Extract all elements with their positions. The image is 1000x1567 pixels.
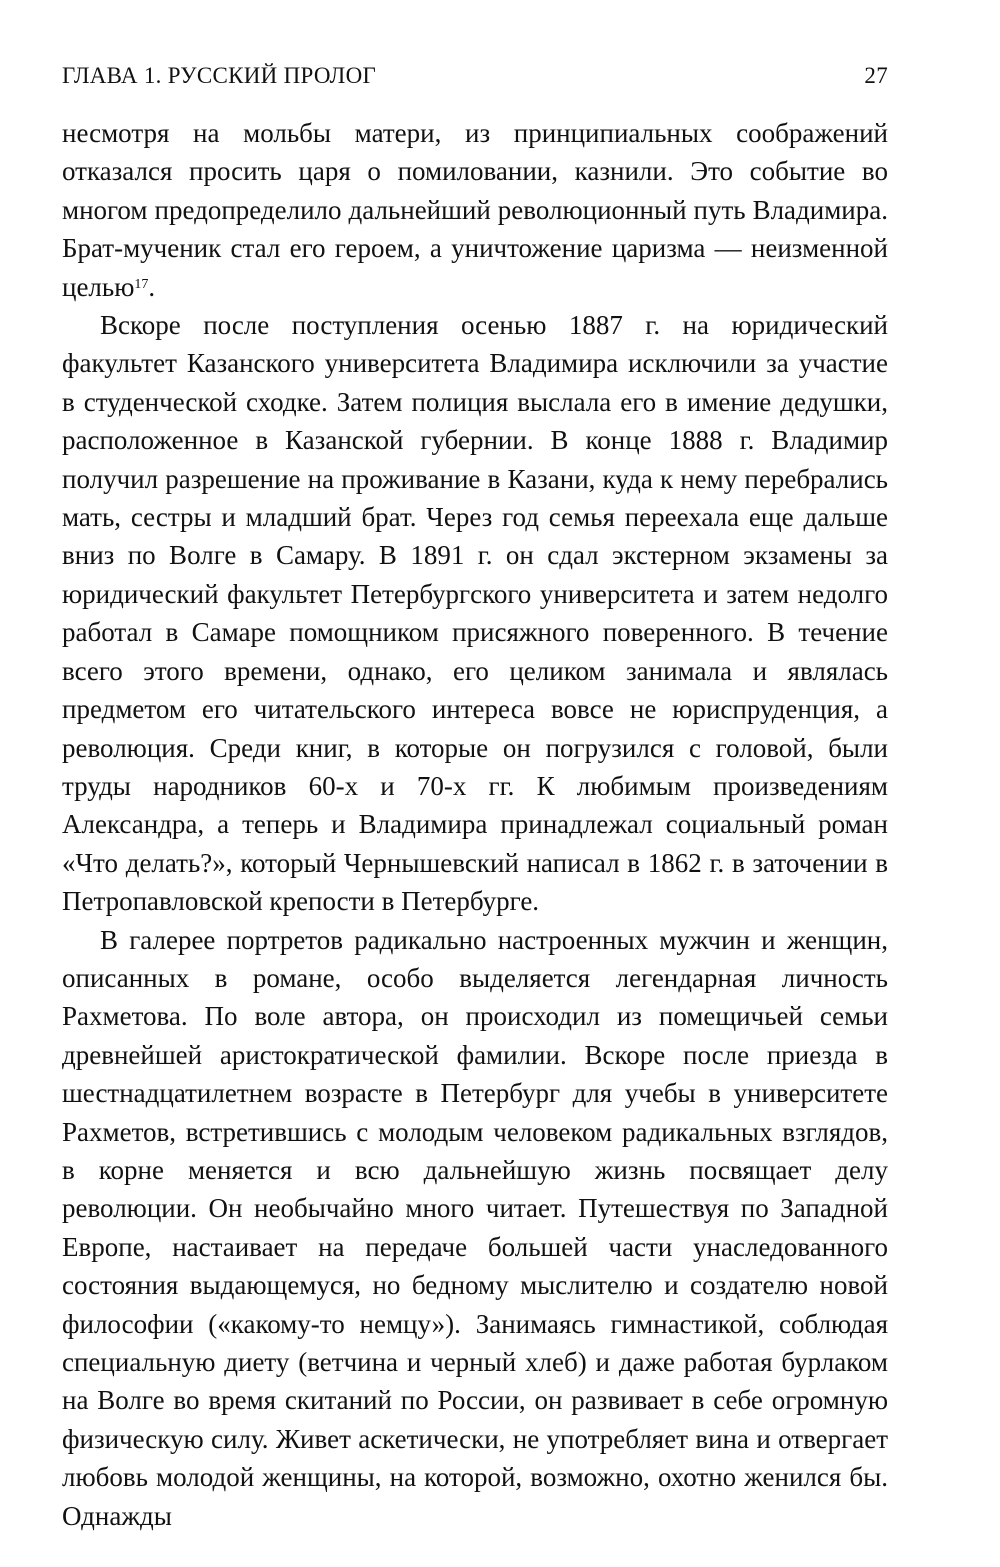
footnote-reference: 17 [134, 276, 149, 292]
paragraph-1-end: . [148, 271, 156, 302]
paragraph-2: Вскоре после поступления осенью 1887 г. на юридический факультет Казанского университета Владимира исключили за участие в студенческой сходке. Затем полиция выслала его в имение дедушки, расположенное в Казанской губернии. В конце 1888 г. Владимир получил разрешение на проживание в Казани, куда к нему перебрались мать, сестры и младший брат. Через год семья переехала еще дальше вниз по Волге в Самару. В 1891 г. он сдал экстерном экзамены за юридический факультет Петербургского университета и затем недолго работал в Самаре помощником присяжного поверенного. В течение всего этого времени, однако, его целиком занимала и являлась предметом его читательского интереса вовсе не юриспруденция, а революция. Среди книг, в которые он погрузился с головой, были труды народников 60-х и 70-х гг. К любимым произведениям Александра, а теперь и Владимира принадлежал социальный роман «Что делать?», который Чернышевский написал в 1862 г. в заточении в Петропавловской крепости в Петербурге. [62, 310, 888, 917]
paragraph-1 [62, 114, 888, 306]
paragraph-3: В галерее портретов радикально настроенных мужчин и женщин, описанных в романе, особо выделяется легендарная личность Рахметова. По воле автора, он происходил из помещичьей семьи древнейшей аристократической фамилии. Вскоре после приезда в шестнадцатилетнем возрасте в Петербург для учебы в университете Рахметов, встретившись с молодым человеком радикальных взглядов, в корне меняется и всю дальнейшую жизнь посвящает делу революции. Он необычайно много читает. Путешествуя по Западной Европе, настаивает на передаче большей части унаследованного состояния выдающемуся, но бедному мыслителю и создателю новой философии («какому-то немцу»). Занимаясь гимнастикой, соблюдая специальную диету (ветчина и черный хлеб) и даже работая бурлаком на Волге во время скитаний по России, он развивает в себе огромную физическую силу. Живет аскетически, не употребляет вина и отвергает любовь молодой женщины, на которой, возможно, охотно женился бы. Однажды [62, 924, 888, 1531]
running-head [62, 63, 888, 95]
paragraph-1-text: несмотря на мольбы матери, из принципиальных соображений отказался просить царя о помиловании, казнили. Это событие во многом предопределило дальнейший революционный путь Владимира. Брат-мученик стал его героем, а уничтожение царизма — неизменной целью [62, 118, 888, 302]
body-text [62, 114, 888, 1535]
chapter-title: ГЛАВА 1. РУССКИЙ ПРОЛОГ [62, 63, 377, 88]
page-number: 27 [864, 63, 888, 88]
